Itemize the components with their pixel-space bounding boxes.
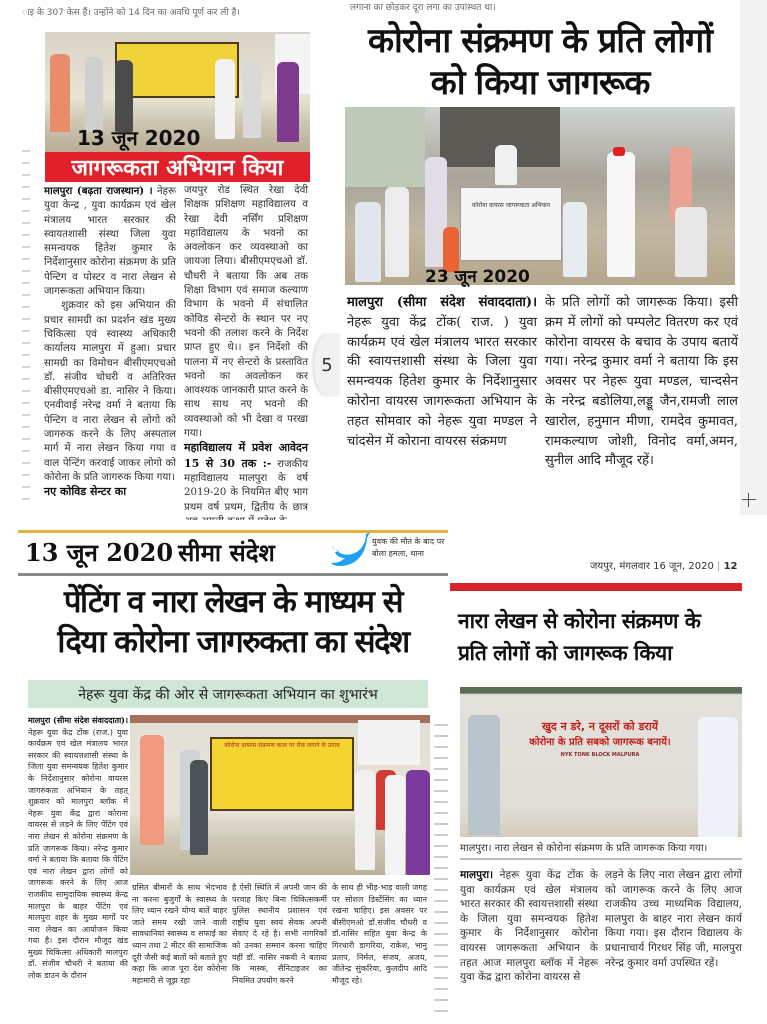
publication-date: जयपुर, मंगलवार 16 जून, 2020	[590, 561, 714, 572]
photo-caption: मालपुरा। नारा लेखन से कोरोना संक्रमण के प्रति जागरूक किया गया।	[460, 843, 708, 854]
clipping-seema-sandesh-23-june	[340, 0, 767, 515]
headline-line-2: दिया कोरोना जागरुकता का संदेश	[57, 624, 409, 660]
subheadline: नेहरू युवा केंद्र की ओर से जागरूकता अभियान का शुभारंभ	[78, 686, 378, 703]
paragraph: है ऐसी स्थिति में अपनी जान की परवाह किए बिना चिकित्सकर्मी पुलिस स्थानीय प्रशासन एवं राष्ट्रीय युवा स्वयं सेवक अपनी सेवाएं दे रहे है। सभी नागरिकों को उनका सम्मान करना चाहिए वहीं डॉ. नासिर नकवी ने बताया कि मास्क, सैनिटाइजर का नियमित उपयोग करने	[232, 883, 327, 985]
person	[277, 62, 299, 142]
date-overlay: 23 जून 2020	[425, 267, 530, 287]
crosshair-mark	[742, 493, 756, 507]
headline-line-1: कोरोना संक्रमण के प्रति लोगों	[367, 21, 713, 61]
crosshair-vertical	[748, 493, 749, 507]
headline-line-1: नारा लेखन से कोरोना संक्रमण के	[458, 609, 701, 633]
article-column-2	[132, 882, 227, 986]
paragraph: के साथ ही भीड़-भाड़ वाली जगह पर सोशल डिस्टेंसिंग का ध्यान रखना चाहिए। इस अवसर पर बीसीएमओ डॉ.संजीव चौधरी व डॉ.नासिर सहित युवा केन्द्र के गिरधारी डागरिया, राकेश, भानु प्रताप, निर्मल, संजय, अजय, जीतेन्द्र सुंकरिया, कुलदीप आदि मौजूद रहे।	[332, 883, 427, 985]
article-column-4	[332, 882, 427, 986]
article-column-2	[605, 868, 742, 970]
red-banner	[45, 152, 310, 182]
headline	[458, 605, 748, 669]
article-column-2	[545, 293, 738, 471]
headline	[18, 582, 448, 662]
side-news-teaser: युवक की मौत के बाद पर बोला हमला, थाना	[372, 537, 445, 558]
article-column-1	[460, 868, 598, 985]
clipping-bahta-rajasthan	[0, 0, 340, 513]
person	[215, 59, 235, 139]
banner-sign-text: कोरोना वायरस जागरूकता अभियान	[471, 202, 550, 209]
red-face-mask	[613, 147, 625, 156]
wall-credit: NYK TONK BLOCK MALPURA	[560, 752, 640, 758]
subheadline-band	[28, 680, 428, 708]
wall-board-title: कोरोना वायरस संक्रमण काल पर रोक लगाने के उपाय	[224, 742, 340, 749]
person	[698, 717, 738, 837]
cut-off-text: लगाना का छोड़कर दूरा लगा का उपास्थत था।	[350, 3, 496, 13]
gold-rule	[18, 530, 448, 533]
subheading: नए कोविड सेन्टर का	[44, 485, 127, 499]
masthead-date: 13 जून 2020	[25, 538, 174, 567]
dateline: मालपुरा (सीमा संदेश संवाददाता)।	[28, 715, 128, 725]
clipping-seema-sandesh-13-june	[0, 520, 450, 1024]
banner-title: जागरूकता अभियान किया	[71, 156, 284, 181]
article-column-1	[347, 293, 537, 451]
person	[190, 760, 208, 855]
page-number-badge	[314, 335, 340, 395]
wall-slogan	[504, 719, 696, 758]
right-gutter	[740, 0, 767, 515]
page-number: 12	[723, 561, 738, 572]
person	[385, 187, 409, 277]
article-column-2	[184, 184, 308, 529]
person	[607, 152, 635, 277]
headline	[340, 20, 740, 104]
person	[50, 54, 70, 132]
person	[495, 145, 517, 185]
person	[85, 57, 103, 132]
separator: |	[717, 561, 721, 572]
person	[675, 207, 707, 277]
paragraph: जयपुर रोड स्थित रेखा देवी शिक्षक प्रशिक्षण महाविद्यालय व रेखा देवी नर्सिंग प्रशिक्षण महाविद्यालय के भवनो का अवलोकन कर व्यवस्थाओ का जायजा लिया। बीसीएमएचओ डॉ. चौधरी ने बताया कि अब तक शिक्षा विभाग एवं समाज कल्याण विभाग के भवनो में संचालित कोविड सेन्टरो के स्थान पर नए भवनो की तलाश करने के निर्देश प्राप्त हुए थे।। इन निर्देशो की पालना में नए सेन्टरो के प्रस्तावित भवनो का अवलोकन कर आवश्यक जानकारी प्राप्त करने के साथ साथ नए भवनो की व्यवस्थाओ को भी देखा व परखा गया।	[184, 185, 308, 440]
person	[385, 775, 405, 875]
page-number: 5	[321, 354, 333, 376]
right-margin-strip	[434, 715, 448, 1015]
paragraph: के प्रति लोगों को जागरूक किया। इसी क्रम में लोगों को पम्पलेट वितरण कर एवं कोरोना वायरस के बचाव के उपाय बतायें गया। नरेन्द्र कुमार वर्मा ने बताया कि इस अवसर पर नेहरू युवा मण्डल, चान्दसेन के नरेन्द्र बडोलिया,लड्डू जैन,रामजी लाल खारोल, हनुमान मीणा, रामदेव कुमावत, रामकल्याण जोशी, विनोद वर्मा,अमन, सुनील आदि मौजूद रहें।	[545, 295, 738, 469]
headline-line-1: पेंटिंग व नारा लेखन के माध्यम से	[63, 584, 403, 620]
paragraph: नेहरू युवा केंद्र टोंक के युवा कार्यक्रम एवं खेल मंत्रालय भारत सरकार की स्वायत्तशासी संस्था के जिला युवा समन्वयक हितेश कुमार के निर्देशानुसार कोरोना वायरस जागरूकता अभियान के तहत आज मालपुरा ब्लॉक में नेहरू युवा केंद्र द्वारा कोरोना वायरस से	[460, 869, 598, 984]
person	[115, 60, 133, 132]
yellow-wall-board	[210, 737, 354, 811]
masthead-paper-name: सीमा संदेश	[178, 539, 275, 567]
paragraph: राजकीय महाविद्यालय मालपुरा के वर्ष 2019-20 के नियमित बीए भाग प्रथम वर्ष प्रथम, द्वितीय के छात्र	[184, 458, 308, 513]
paragraph: नेहरू युवा केन्द्र , युवा कार्यक्रम एवं खेल मंत्रालय भारत सरकार की स्वायतशासी संस्था जिला युवा समन्वयक हितेश कुमार के निर्देशानुसार कोरोना संक्रमण के प्रति पेन्टिग व पोस्टर व नारा लेखन से जागरूकता अभियान किया।	[44, 186, 176, 298]
paragraph: ग्रसित बीमारों के साथ भेदभाव ना करना बुजुर्गों के स्वास्थ्य के लिए ध्यान रखने योग्य बातें बाहर जाते समय रखी जाने वाली सावधानियां स्वास्थ्य व सफाई का ध्यान तथा 2 मीटर की सामाजिक दूरी जैसी कई बातों को बताते हुए कहा कि आज पूरा देश कोरोना महामारी से जूझ रहा	[132, 883, 227, 985]
dateline: मालपुरा (बढ़ता राजस्थान) ।	[44, 185, 153, 197]
date-overlay: 13 जून 2020	[77, 126, 201, 150]
clipping-jaipur-16-june	[450, 540, 767, 1024]
dateline: मालपुरा।	[460, 869, 494, 881]
wall-slogan-line-2: कोरोना के प्रति सबको जागरूक बनायें।	[529, 737, 671, 748]
person	[406, 770, 430, 875]
cut-off-text: ाइ के 307 केस हैं। उन्होंने को 14 दिन का अवधि पूर्ण कर ली है।	[22, 8, 240, 18]
crosshair-horizontal	[742, 499, 756, 500]
news-photo-wall-board	[130, 715, 430, 875]
masthead	[25, 536, 275, 569]
left-margin-strip	[22, 140, 30, 500]
subheading: महाविद्यालय में प्रवेश आवेदन 15 से 30 तक :-	[184, 441, 308, 470]
white-notice	[358, 720, 420, 765]
paragraph: नेहरू युवा केंद्र टोंक (राज.) युवा कार्यक्रम एवं खेल मंत्रालय भारत सरकार की स्वायत्तशासी संस्था के जिला युवा समन्वयक हितेश कुमार के निर्देशानुसार कोरोना वायरस जागरुकता अभियान के तहत् शुक्रवार को मालपुरा ब्लॉक में नेहरू युवा केंद्र द्वारा कोराना वायरस से लड़ने के लिए पेंटिंग एवं नारा लेखन से कोरोना संक्रमण के प्रति जागरूक किया। नरेन्द्र कुमार वर्मा ने बताया कि बताया कि पेंटिंग एवं नारा लेखन द्वारा लोगों को जागरूक करने के लिए आज राजकीय सामुदायिक स्वास्थ्य केन्द्र मालपुरा के बाहर पेंटिंग एवं मालपुरा शहर के मुख्य मार्गो पर नारा लेखन का आयोजन किया गया है। इस दौरान मौजूद खंड मुख्य चिकित्सा अधिकारी मालपुरा डॉ. संजीव चौधरी ने बताया की लोक डाउन के दौरान	[28, 727, 128, 981]
news-photo-wall-painting	[45, 32, 310, 152]
person	[563, 202, 587, 277]
person	[355, 770, 375, 870]
news-photo-wall-slogan	[460, 687, 742, 837]
article-column-1	[28, 715, 128, 982]
trees-background	[345, 107, 425, 187]
person	[140, 735, 164, 845]
headline-line-2: प्रति लोगों को जागरूक किया	[458, 641, 673, 665]
article-column-1	[44, 184, 176, 501]
paragraph: शुक्रवार को इस अभियान की प्रचार सामग्री का प्रदर्शन खंड मुख्य चिकित्सा एवं स्वास्थ्य अधिकारी कार्यालय मालपुरा में हुआ। प्रचार सामग्री का विमोचन बीसीएमएचओ डॉ. संजीव चोधरी व अतिरिक्त बीसीएमएचओ डा. नासिर ने किया। एनवीवाई नरेन्द्र वर्मा ने बताया कि पेन्टिग व नारा लेखन से लोगो को जागरुक करने के लिए अस्पताल मार्ग में नारा लेखन किया गया व वाल पेन्टिंग करवाई जाकर लोगो को कोरोना के प्रति जागरुक किया गया।	[44, 300, 176, 483]
article-column-3	[232, 882, 327, 986]
awareness-banner	[460, 187, 562, 261]
news-photo-group	[345, 107, 735, 285]
twitter-bird-icon	[330, 532, 370, 572]
person	[355, 202, 381, 282]
masthead-divider	[18, 573, 448, 576]
caption-divider	[460, 858, 742, 860]
dateline: मालपुरा (सीमा संदेश संवाददाता)।	[347, 295, 537, 310]
paragraph: लड़ने के लिए नारा लेखन द्वारा लोगों को जागरूक करने के लिए आज राजकीय उच्च माध्यमिक विद्यालय, मालपुरा के बाहर नारा लेखन कार्य किया गया। इस दौरान विद्यालय के प्रधानाचार्य गिरधर सिंह जी, मालपुरा नरेन्द्र कुमार वर्मा उपस्थित रहें।	[605, 869, 742, 969]
page-dateline	[590, 558, 738, 572]
person	[468, 715, 500, 835]
wall-slogan-line-1: खुद न डरे, न दूसरों को डरायें	[541, 720, 659, 733]
headline-line-2: को किया जागरूक	[430, 63, 650, 103]
person	[243, 62, 261, 138]
red-rule	[450, 583, 742, 591]
paragraph: नेहरू युवा केंद्र टोंक( राज. ) युवा कार्यक्रम एवं खेल मंत्रालय भारत सरकार की स्वायत्तशासी संस्था के जिला युवा समन्वयक हितेश कुमार के निर्देशानुसार कोरोना वायरस जागरूकता अभियान के तहत सोमवार को नेहरू युवा मण्डल ने चांदसेन में कोराना वायरस संक्रमण	[347, 314, 537, 449]
